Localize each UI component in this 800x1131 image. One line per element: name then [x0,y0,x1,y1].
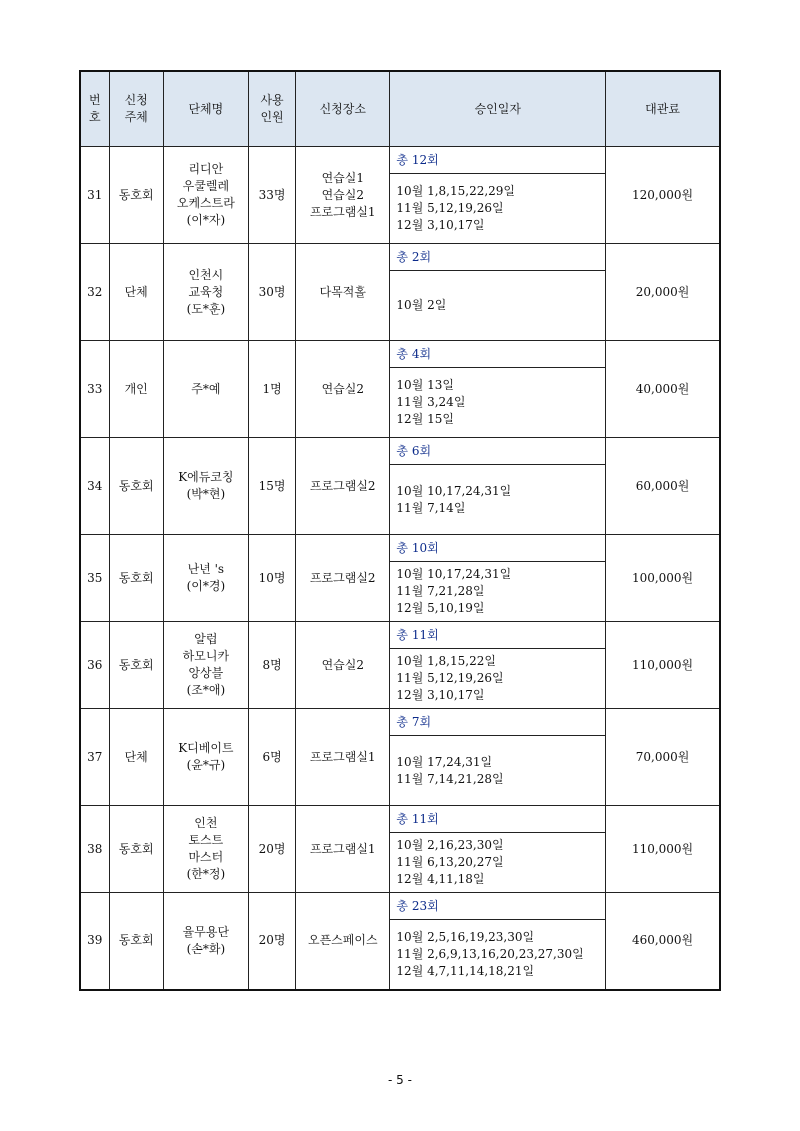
usage-count: 총 11회 [390,622,606,649]
table-row [80,244,720,271]
org-name [163,438,248,535]
org-name-line: 마스터 [188,850,224,864]
header-text: 주체 [124,110,148,124]
row-number: 33 [80,341,109,438]
header-text: 승인일자 [474,101,521,116]
table-row [80,806,720,833]
header-approved-dates [390,71,606,147]
date-line: 11월 2,6,9,13,16,20,23,27,30일 [396,946,584,961]
usage-count: 총 12회 [390,147,606,174]
usage-count: 총 6회 [390,438,606,465]
applicant-type: 개인 [109,341,163,438]
people-count: 8명 [249,622,296,709]
approved-dates [390,465,606,535]
place-line: 프로그램실1 [309,841,376,856]
place-line: 연습실1 [321,170,364,185]
date-line: 10월 1,8,15,22일 [396,654,496,668]
people-count: 6명 [249,709,296,806]
rental-fee: 20,000원 [606,244,720,341]
approved-dates [390,833,606,893]
org-name-line: 우쿨렐레 [182,179,230,193]
header-text: 번 [88,93,101,107]
people-count: 20명 [249,893,296,990]
date-line: 10월 2,16,23,30일 [396,838,504,852]
header-people [249,71,296,147]
org-name-line: K에듀코칭 [178,470,234,484]
org-name-line: 교육청 [188,284,224,299]
date-line: 12월 4,7,11,14,18,21일 [396,963,535,978]
date-line: 10월 17,24,31일 [396,754,493,769]
table-row [80,535,720,562]
place [296,622,390,709]
org-name [163,535,248,622]
usage-count: 총 23회 [390,893,606,920]
org-name [163,341,248,438]
header-applicant-type [109,71,163,147]
date-line: 12월 4,11,18일 [396,872,485,886]
org-name-line: K디베이트 [178,741,234,755]
header-text: 호 [88,110,101,124]
header-text: 대관료 [645,101,680,116]
org-name-line: (박*현) [186,487,226,501]
table-row [80,709,720,736]
date-line: 11월 5,12,19,26일 [396,201,504,215]
org-name [163,147,248,244]
org-name-line: (윤*규) [186,758,226,772]
place-line: 프로그램실2 [309,478,376,493]
people-count: 33명 [249,147,296,244]
place-line: 프로그램실1 [309,749,376,764]
table-row [80,147,720,174]
approved-dates [390,562,606,622]
row-number: 37 [80,709,109,806]
date-line: 11월 7,14,21,28일 [396,771,504,786]
rental-fee: 460,000원 [606,893,720,990]
place [296,244,390,341]
rental-approval-table [79,70,721,991]
date-line: 11월 7,14일 [396,500,466,515]
row-number: 35 [80,535,109,622]
approved-dates [390,368,606,438]
people-count: 20명 [249,806,296,893]
date-line: 11월 6,13,20,27일 [396,855,504,869]
people-count: 15명 [249,438,296,535]
date-line: 10월 10,17,24,31일 [396,483,512,498]
org-name-line: (손*화) [186,941,226,956]
org-name [163,806,248,893]
table-row [80,622,720,649]
place-line: 프로그램실2 [309,570,376,585]
date-line: 12월 5,10,19일 [396,601,485,615]
row-number: 36 [80,622,109,709]
rental-fee: 120,000원 [606,147,720,244]
place [296,806,390,893]
org-name [163,893,248,990]
place [296,341,390,438]
header-fee [606,71,720,147]
applicant-type: 동호회 [109,806,163,893]
rental-fee: 100,000원 [606,535,720,622]
header-text: 단체명 [188,101,224,116]
usage-count: 총 2회 [390,244,606,271]
org-name-line: (조*애) [186,683,226,697]
org-name-line: (한*정) [186,867,226,881]
org-name [163,709,248,806]
applicant-type: 동호회 [109,622,163,709]
header-text: 신청 [124,93,148,107]
org-name-line: 인천 [194,816,218,830]
date-line: 12월 3,10,17일 [396,688,485,702]
people-count: 1명 [249,341,296,438]
place-line: 연습실2 [321,657,364,672]
place [296,709,390,806]
rental-fee: 40,000원 [606,341,720,438]
org-name-line: 알럽 [194,632,218,646]
applicant-type: 단체 [109,244,163,341]
applicant-type: 동호회 [109,147,163,244]
place-line: 프로그램실1 [309,204,376,219]
rental-fee: 110,000원 [606,806,720,893]
place [296,893,390,990]
row-number: 34 [80,438,109,535]
rental-fee: 70,000원 [606,709,720,806]
header-place [296,71,390,147]
table-row [80,438,720,465]
usage-count: 총 10회 [390,535,606,562]
row-number: 38 [80,806,109,893]
people-count: 30명 [249,244,296,341]
date-line: 10월 1,8,15,22,29일 [396,184,516,198]
header-row [80,71,720,147]
applicant-type: 단체 [109,709,163,806]
row-number: 31 [80,147,109,244]
org-name-line: 오케스트라 [176,196,235,210]
org-name-line: 앙상블 [188,666,224,680]
place [296,147,390,244]
usage-count: 총 7회 [390,709,606,736]
applicant-type: 동호회 [109,438,163,535]
page-number: - 5 - [388,1073,412,1087]
table-row [80,341,720,368]
date-line: 11월 3,24일 [396,395,466,409]
org-name-line: 하모니카 [182,649,230,663]
approved-dates [390,649,606,709]
header-no [80,71,109,147]
header-text: 신청장소 [319,101,366,116]
org-name-line: (이*경) [186,579,226,593]
date-line: 10월 13일 [396,378,454,392]
place-line: 오픈스페이스 [308,933,378,948]
place-line: 연습실2 [321,381,364,396]
date-line: 12월 15일 [396,412,454,426]
date-line: 11월 7,21,28일 [396,584,485,598]
org-name-line: 난년 's [187,562,225,576]
header-org-name [163,71,248,147]
place-line: 다목적홀 [319,284,366,299]
approved-dates [390,736,606,806]
place [296,438,390,535]
approved-dates [390,271,606,341]
org-name-line: 율무용단 [182,924,230,939]
row-number: 32 [80,244,109,341]
org-name-line: 토스트 [188,833,224,847]
date-line: 11월 5,12,19,26일 [396,671,504,685]
date-line: 12월 3,10,17일 [396,218,485,232]
usage-count: 총 4회 [390,341,606,368]
approved-dates [390,174,606,244]
people-count: 10명 [249,535,296,622]
rental-fee: 60,000원 [606,438,720,535]
date-line: 10월 2일 [396,298,447,312]
date-line: 10월 10,17,24,31일 [396,567,512,581]
org-name-line: 인천시 [188,267,224,282]
org-name [163,244,248,341]
table-row [80,893,720,920]
usage-count: 총 11회 [390,806,606,833]
org-name-line: 주*예 [191,381,221,396]
rental-fee: 110,000원 [606,622,720,709]
org-name-line: 리디안 [188,162,224,176]
applicant-type: 동호회 [109,893,163,990]
header-text: 인원 [260,110,284,124]
org-name [163,622,248,709]
place [296,535,390,622]
place-line: 연습실2 [321,187,364,202]
date-line: 10월 2,5,16,19,23,30일 [396,929,535,944]
org-name-line: (도*훈) [186,301,226,316]
applicant-type: 동호회 [109,535,163,622]
approved-dates [390,920,606,990]
row-number: 39 [80,893,109,990]
header-text: 사용 [260,93,284,107]
org-name-line: (이*자) [186,213,226,227]
